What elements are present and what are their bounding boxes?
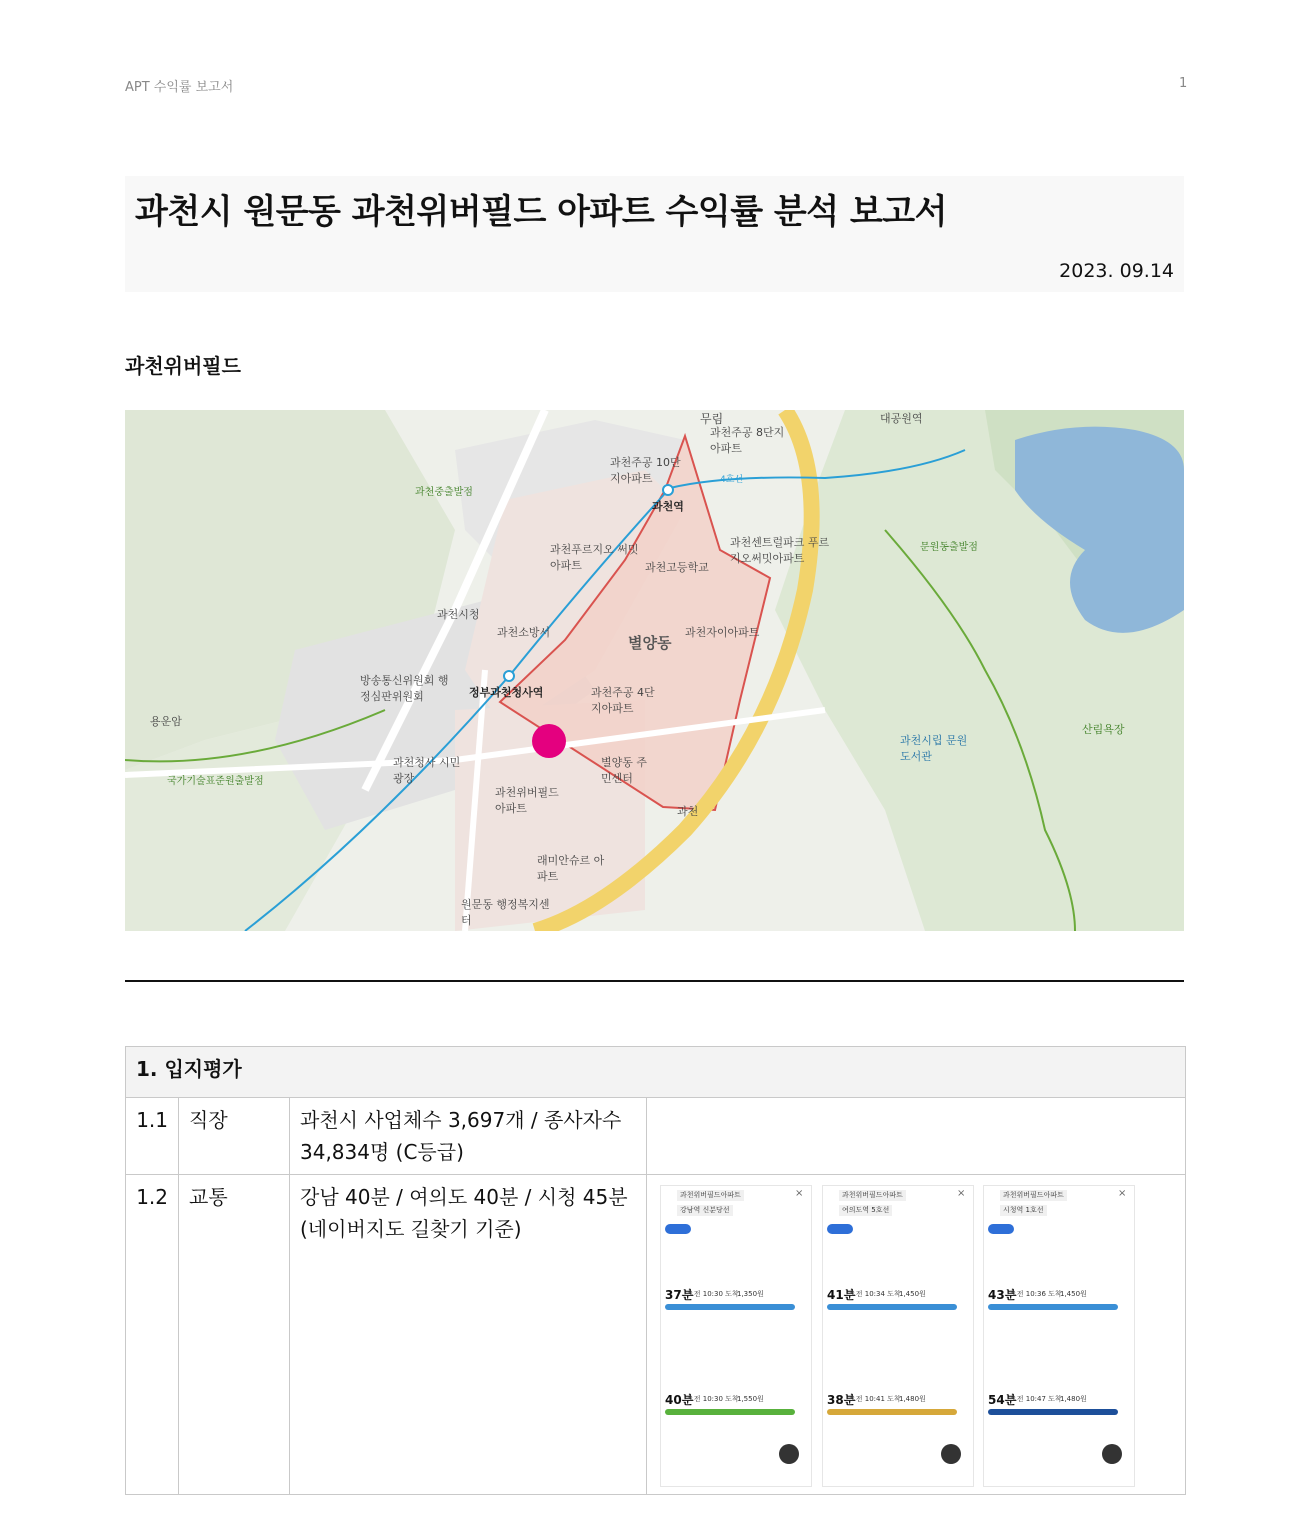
destination-field: 여의도역 5호선 [839,1205,892,1216]
close-icon: × [957,1188,966,1199]
transit-panel [983,1185,1135,1487]
route-timeline-bar [827,1304,957,1310]
route-duration: 37분 [665,1288,694,1302]
route-duration: 40분 [665,1393,694,1407]
map-label: 과천 [677,805,699,818]
origin-field: 과천위버필드아파트 [839,1190,906,1201]
map-label: 무림 [700,412,724,426]
map-label: 과천푸르지오 써밋아파트 [550,543,639,572]
route-fare: 1,350원 [737,1290,764,1298]
map-label: 과천시립 문원도서관 [900,734,968,763]
route-timeline-bar [827,1409,957,1415]
map-label: 과천주공 8단지아파트 [710,426,785,455]
page-number: 1 [1179,76,1188,91]
close-icon: × [1118,1188,1127,1199]
map-label: 별양동 [628,634,672,652]
map-label: 과천주공 10단지아파트 [610,456,681,485]
row-text: 과천시 사업체수 3,697개 / 종사자수 34,834명 (C등급) [290,1098,647,1175]
route-arrival: 오전 10:47 도착 [1010,1395,1062,1403]
map-label: 정부과천청사역 [469,686,544,699]
map-label: 과천위버필드 아파트 [495,786,559,815]
route-duration: 43분 [988,1288,1017,1302]
route-button-icon [1102,1444,1122,1464]
route-duration: 38분 [827,1393,856,1407]
map-label: 과천소방서 [497,626,551,639]
report-date: 2023. 09.14 [1059,260,1174,282]
map-label: 별양동 주민센터 [601,756,648,785]
map-label: 과천역 [652,500,684,513]
route-arrival: 오전 10:36 도착 [1010,1290,1062,1298]
route-button-icon [941,1444,961,1464]
route-timeline-bar [988,1409,1118,1415]
transit-panel [660,1185,812,1487]
route-button-icon [779,1444,799,1464]
row-note: (네이버지도 길찾기 기준) [300,1217,522,1241]
map-label: 과천고등학교 [645,561,709,574]
section-divider [125,980,1184,982]
route-duration: 54분 [988,1393,1017,1407]
route-arrival: 오전 10:41 도착 [849,1395,901,1403]
row-number: 1.1 [126,1098,179,1175]
map-label: 용운암 [150,715,182,728]
map-label: 과천주공 4단지아파트 [591,686,655,715]
route-fare: 1,480원 [899,1395,926,1403]
map-label: 대공원역 [880,412,923,425]
route-fare: 1,450원 [1060,1290,1087,1298]
row-number: 1.2 [126,1175,179,1495]
map-label: 방송통신위원회 행정심판위원회 [360,674,449,703]
route-arrival: 오전 10:30 도착 [687,1395,739,1403]
title-block [125,176,1184,292]
running-header: APT 수익률 보고서 [125,80,234,95]
destination-field: 시청역 1호선 [1000,1205,1047,1216]
row-text: 강남 40분 / 여의도 40분 / 시청 45분 [300,1185,628,1209]
map-label: 문원동출발점 [920,542,978,553]
map-label: 과천센트럴파크 푸르지오써밋아파트 [730,536,830,565]
route-timeline-bar [988,1304,1118,1310]
map-labels [125,410,1184,931]
map-label: 래미안슈르 아파트 [537,854,605,883]
map-label: 4호선 [720,475,744,485]
map-label: 과천자이아파트 [685,626,760,639]
bus-tab-icon [665,1224,691,1234]
origin-field: 과천위버필드아파트 [677,1190,744,1201]
report-title: 과천시 원문동 과천위버필드 아파트 수익률 분석 보고서 [135,192,947,232]
transit-panel [822,1185,974,1487]
map-label: 원문동 행정복지센터 [461,898,550,927]
route-timeline-bar [665,1409,795,1415]
section-title: 1. 입지평가 [126,1047,1186,1098]
route-timeline-bar [665,1304,795,1310]
route-fare: 1,550원 [737,1395,764,1403]
route-fare: 1,480원 [1060,1395,1087,1403]
origin-field: 과천위버필드아파트 [1000,1190,1067,1201]
map-label: 과천시청 [437,608,480,621]
map-label: 과천청사 시민광장 [393,756,461,785]
bus-tab-icon [827,1224,853,1234]
bus-tab-icon [988,1224,1014,1234]
route-duration: 41분 [827,1288,856,1302]
row-label: 교통 [179,1175,290,1495]
route-arrival: 오전 10:34 도착 [849,1290,901,1298]
row-extra [647,1098,1186,1175]
row-text-cell [290,1175,647,1495]
property-name: 과천위버필드 [125,354,241,378]
map-label: 과천중출발점 [415,487,473,498]
route-fare: 1,450원 [899,1290,926,1298]
row-label: 직장 [179,1098,290,1175]
map-label: 국가기술표준원출발점 [167,776,264,787]
route-arrival: 오전 10:30 도착 [687,1290,739,1298]
destination-field: 강남역 신분당선 [677,1205,733,1216]
close-icon: × [795,1188,804,1199]
map-label: 산림욕장 [1082,723,1125,736]
